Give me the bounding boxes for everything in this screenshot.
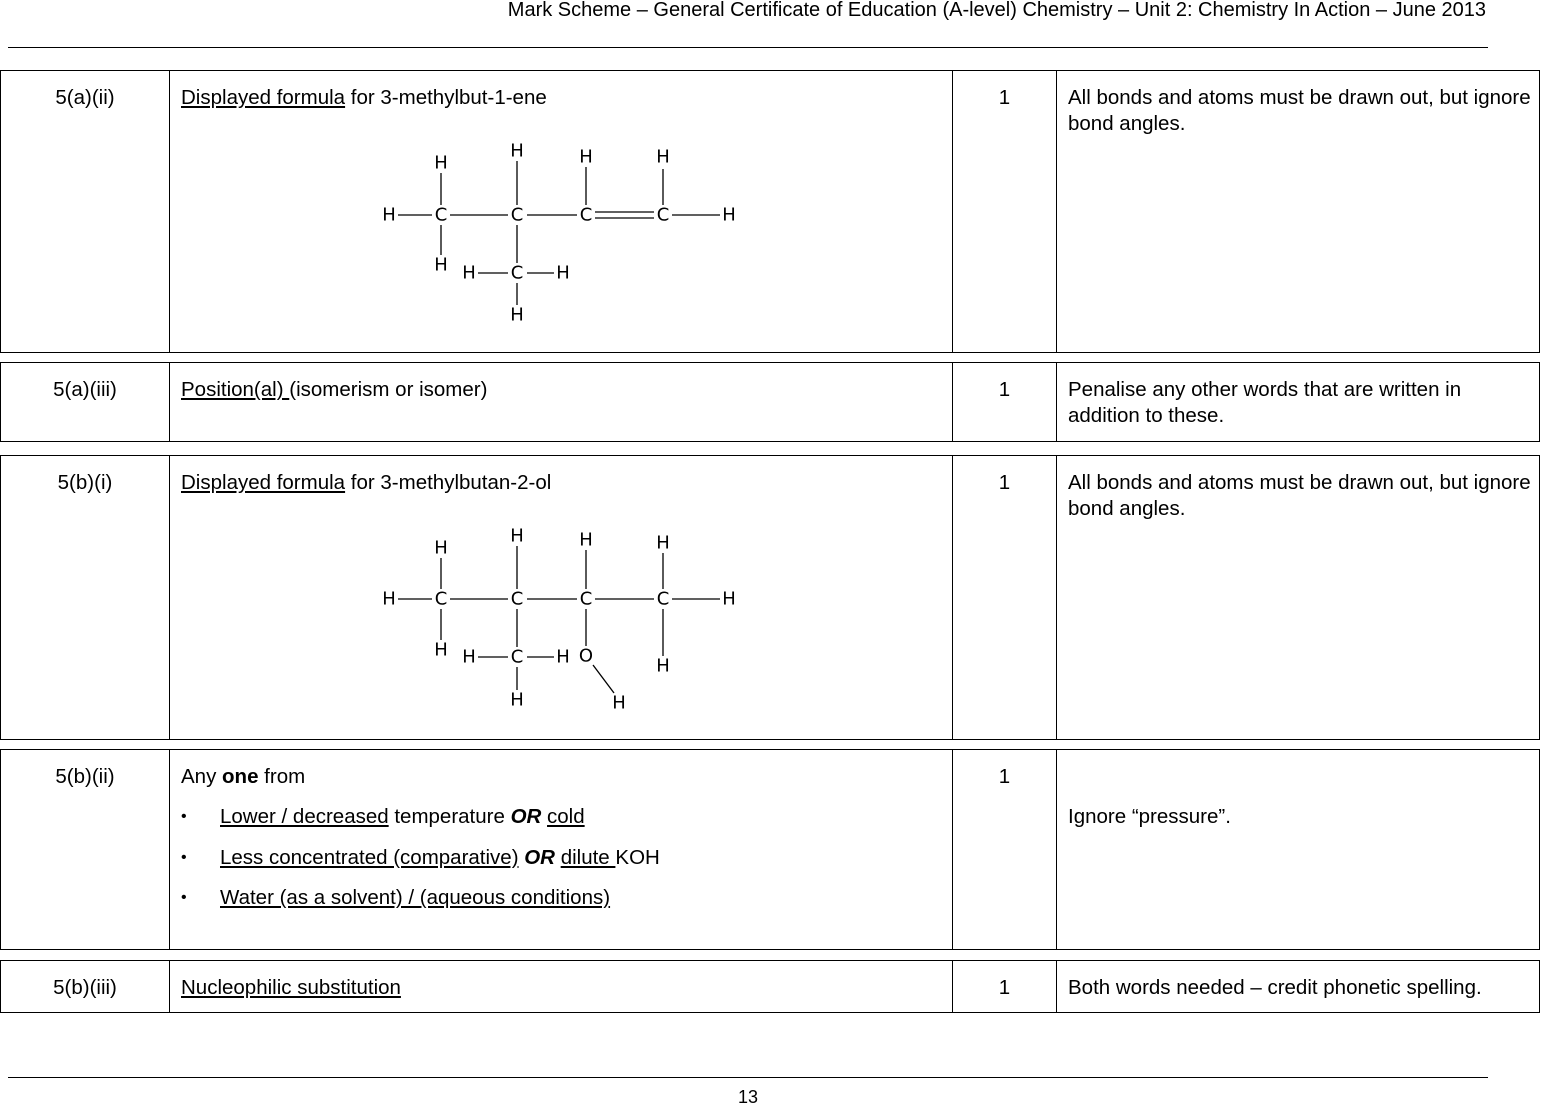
- carbon-atom: C: [579, 204, 593, 226]
- hydrogen-atom: H: [556, 262, 570, 284]
- question-number: 5(b)(iii): [53, 976, 117, 999]
- guidance-text: All bonds and atoms must be drawn out, but ignore bond angles.: [1056, 456, 1539, 739]
- mark-value: 1: [952, 71, 1056, 352]
- page-header-title: Mark Scheme – General Certificate of Education (A-level) Chemistry – Unit 2: Chemistry In Action – June 2013: [507, 0, 1486, 21]
- guidance-text: Penalise any other words that are written in addition to these.: [1056, 363, 1539, 441]
- hydrogen-atom: H: [462, 262, 476, 284]
- hydrogen-atom: H: [510, 304, 524, 326]
- answer-cell: [169, 456, 952, 739]
- hydrogen-atom: H: [656, 532, 670, 554]
- hydrogen-atom: H: [722, 204, 736, 226]
- hydrogen-atom: H: [434, 152, 448, 174]
- carbon-atom: C: [656, 588, 670, 610]
- answer-cell: [169, 363, 952, 441]
- hydrogen-atom: H: [510, 140, 524, 162]
- answer-options-list: [181, 804, 942, 911]
- mark-scheme-row: [0, 749, 1540, 950]
- hydrogen-atom: H: [382, 204, 396, 226]
- carbon-atom: C: [510, 262, 524, 284]
- answer-text: for 3-methylbut-1-ene: [345, 86, 547, 109]
- hydrogen-atom: H: [462, 646, 476, 668]
- carbon-atom: C: [510, 588, 524, 610]
- carbon-atom: C: [510, 646, 524, 668]
- carbon-atom: C: [434, 588, 448, 610]
- question-number: 5(a)(iii): [53, 378, 117, 401]
- mark-scheme-row: [0, 960, 1540, 1013]
- carbon-atom: C: [510, 204, 524, 226]
- hydrogen-atom: H: [579, 146, 593, 168]
- hydrogen-atom: H: [656, 146, 670, 168]
- question-number: 5(b)(i): [57, 471, 113, 494]
- carbon-atom: C: [434, 204, 448, 226]
- answer-text: for 3-methylbutan-2-ol: [345, 471, 552, 494]
- mark-value: 1: [952, 961, 1056, 1012]
- displayed-formula-3-methylbut-1-ene: [170, 71, 953, 352]
- mark-value: 1: [952, 363, 1056, 441]
- answer-cell: [169, 961, 952, 1012]
- answer-key-term: Nucleophilic substitution: [181, 976, 401, 999]
- guidance-text: All bonds and atoms must be drawn out, but ignore bond angles.: [1056, 71, 1539, 352]
- hydrogen-atom: H: [382, 588, 396, 610]
- question-number: 5(a)(ii): [55, 86, 115, 109]
- answer-key-term: Position(al): [181, 378, 290, 401]
- displayed-formula-3-methylbutan-2-ol: [170, 456, 953, 739]
- mark-value: 1: [952, 456, 1056, 739]
- question-number: 5(b)(ii): [55, 765, 115, 788]
- carbon-atom: C: [656, 204, 670, 226]
- mark-scheme-row: [0, 455, 1540, 740]
- answer-key-term: Displayed formula: [181, 471, 346, 494]
- hydrogen-atom: H: [510, 525, 524, 547]
- carbon-atom: C: [579, 588, 593, 610]
- oxygen-atom: O: [578, 645, 594, 667]
- list-item: • Less concentrated (comparative) OR dilute KOH: [181, 845, 942, 871]
- guidance-text: Ignore “pressure”.: [1056, 750, 1539, 949]
- answer-intro: Any one from: [181, 765, 306, 788]
- hydrogen-atom: H: [556, 646, 570, 668]
- page-number: 13: [738, 1087, 759, 1107]
- hydrogen-atom: H: [434, 254, 448, 276]
- list-item: • Water (as a solvent) / (aqueous conditions): [181, 885, 942, 911]
- hydrogen-atom: H: [722, 588, 736, 610]
- hydrogen-atom: H: [510, 689, 524, 711]
- mark-value: 1: [952, 750, 1056, 949]
- list-item: • Lower / decreased temperature OR cold: [181, 804, 942, 830]
- hydrogen-atom: H: [434, 537, 448, 559]
- header-rule: [8, 47, 1488, 48]
- hydrogen-atom: H: [612, 692, 626, 714]
- answer-cell: [169, 71, 952, 352]
- answer-cell: [169, 750, 952, 949]
- answer-text: (isomerism or isomer): [289, 378, 488, 401]
- mark-scheme-row: [0, 70, 1540, 353]
- guidance-text: Both words needed – credit phonetic spelling.: [1056, 961, 1539, 1012]
- hydrogen-atom: H: [656, 655, 670, 677]
- hydrogen-atom: H: [579, 529, 593, 551]
- mark-scheme-row: [0, 362, 1540, 442]
- answer-key-term: Displayed formula: [181, 86, 346, 109]
- emphasis-word: one: [222, 765, 259, 788]
- hydrogen-atom: H: [434, 639, 448, 661]
- footer-rule: [8, 1077, 1488, 1078]
